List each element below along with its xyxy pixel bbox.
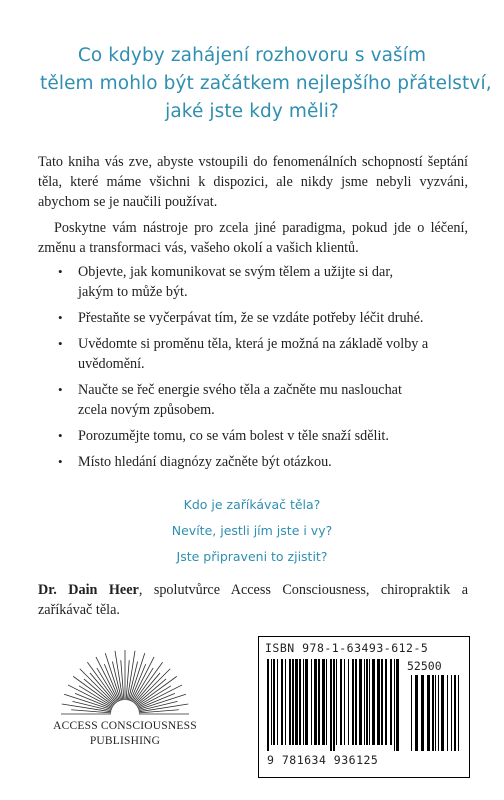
publisher-logo (50, 648, 200, 758)
barcode-bar (273, 659, 275, 745)
barcode-bar (366, 659, 368, 745)
sunburst-ray (71, 710, 111, 713)
barcode-bar (336, 659, 337, 745)
barcode-bar (390, 659, 392, 745)
barcode-bar (295, 659, 298, 745)
barcode-bar (451, 675, 452, 751)
barcode-bar (432, 675, 434, 751)
barcode-bar (438, 675, 439, 751)
question-line: Nevíte, jestli jím jste i vy? (171, 523, 333, 538)
barcode-bar (385, 659, 387, 745)
barcode-bar (435, 675, 436, 751)
isbn-label: ISBN 978-1-63493-612-5 (265, 641, 429, 655)
list-item (38, 334, 468, 374)
barcode-bar (318, 659, 320, 745)
questions (40, 492, 464, 570)
barcode-bar (415, 675, 418, 751)
ean-digits: 9 781634 936125 (267, 753, 379, 767)
bullet-icon: • (58, 428, 63, 443)
barcode-bar (377, 659, 380, 745)
blurb-body (38, 152, 468, 478)
bullet-icon: • (58, 454, 63, 469)
barcode-bar (326, 659, 327, 745)
bullet-text: Přestaňte se vyčerpávat tím, že se vzdáte potřeby léčit druhé. (78, 310, 424, 326)
list-item (38, 452, 468, 472)
bullet-text: Porozumějte tomu, co se vám bolest v těle snaží sdělit. (78, 428, 389, 444)
bullet-text: Uvědomte si proměnu těla, která je možná na základě volby a uvědomění. (78, 336, 429, 372)
question-line: Kdo je zaříkávač těla? (183, 497, 321, 512)
sunburst-ray (139, 710, 179, 713)
bullet-icon: • (58, 336, 63, 351)
barcode-bar (454, 675, 456, 751)
publisher-name: ACCESS CONSCIOUSNESS (53, 720, 197, 732)
barcode-bar (299, 659, 301, 745)
barcode-bar (277, 659, 278, 745)
publisher-imprint: PUBLISHING (89, 735, 161, 747)
barcode-bar (267, 659, 269, 751)
list-item (38, 308, 468, 328)
barcode-bar (372, 659, 375, 745)
barcode-bar (333, 659, 335, 751)
sunburst-ray (121, 660, 124, 700)
bullet-icon: • (58, 310, 63, 325)
list-item (38, 262, 468, 302)
bullet-icon: • (58, 264, 63, 279)
isbn-barcode (258, 636, 470, 778)
list-item (38, 426, 468, 446)
author-description: , spolutvůrce Access Consciousness, chiropraktik a zaříkávač těla. (38, 582, 468, 618)
sunburst-ray (80, 669, 115, 704)
barcode-bar (421, 675, 424, 751)
barcode-bar (303, 659, 304, 745)
list-item (38, 380, 468, 420)
headline-line: tělem mohlo být začátkem nejlepšího přátelství, (40, 73, 492, 94)
bullet-icon: • (58, 382, 63, 397)
barcode-bar (305, 659, 308, 745)
bullet-list (38, 262, 468, 472)
barcode-bar (348, 659, 349, 745)
headline (40, 42, 492, 126)
barcode-bar (330, 659, 332, 751)
barcode-bar (292, 659, 294, 745)
barcode-bar (364, 659, 365, 745)
sunburst-icon (50, 648, 200, 718)
paragraph-intro: Tato kniha vás zve, abyste vstoupili do fenomenálních schopností šeptání těla, které máme všichni k dispozici, ale nikdy jsme nebyli vyzváni, abychom se je naučili používat. (38, 154, 468, 210)
barcode-bar (458, 675, 459, 751)
barcode-bar (322, 659, 325, 745)
barcode-bar (311, 659, 312, 745)
author-name: Dr. Dain Heer (38, 582, 139, 598)
barcode-bar (352, 659, 354, 745)
price-code: 52500 (407, 659, 442, 673)
barcode-bar (427, 675, 430, 751)
barcode-bar (381, 659, 383, 745)
paragraph-tools: Poskytne vám nástroje pro zcela jiné paradigma, pokud jde o léčení, změnu a transformaci vás, vašeho okolí a vašich klientů. (38, 220, 468, 256)
question-line: Jste připraveni to zjistit? (176, 549, 328, 564)
headline-line: Co kdyby zahájení rozhovoru s vaším (77, 45, 427, 66)
sunburst-ray (126, 660, 129, 700)
barcode-bar (281, 659, 283, 745)
bullet-text: Naučte se řeč energie svého těla a začněte mu naslouchat zcela novým způsobem. (78, 382, 402, 418)
barcode-bar (411, 675, 412, 751)
barcode-bar (396, 659, 399, 751)
bullet-text: Místo hledání diagnózy začněte být otázkou. (78, 454, 332, 470)
headline-line: jaké jste kdy měli? (165, 101, 339, 122)
barcode-bar (359, 659, 362, 745)
barcode-bar (314, 659, 317, 745)
barcode-bar (369, 659, 370, 745)
barcode-bar (441, 675, 444, 751)
sunburst-ray (135, 669, 170, 704)
bullet-text: Objevte, jak komunikovat se svým tělem a užijte si dar, jakým to může být. (78, 264, 394, 300)
barcode-bar (344, 659, 345, 745)
barcode-bar (289, 659, 291, 745)
barcode-bar (447, 675, 448, 751)
barcode-bar (340, 659, 342, 745)
barcode-bar (285, 659, 286, 745)
author-bio (38, 580, 468, 620)
barcode-bar (355, 659, 357, 745)
barcode-bar (271, 659, 272, 745)
barcode-icon (265, 659, 465, 751)
barcode-bar (394, 659, 395, 751)
